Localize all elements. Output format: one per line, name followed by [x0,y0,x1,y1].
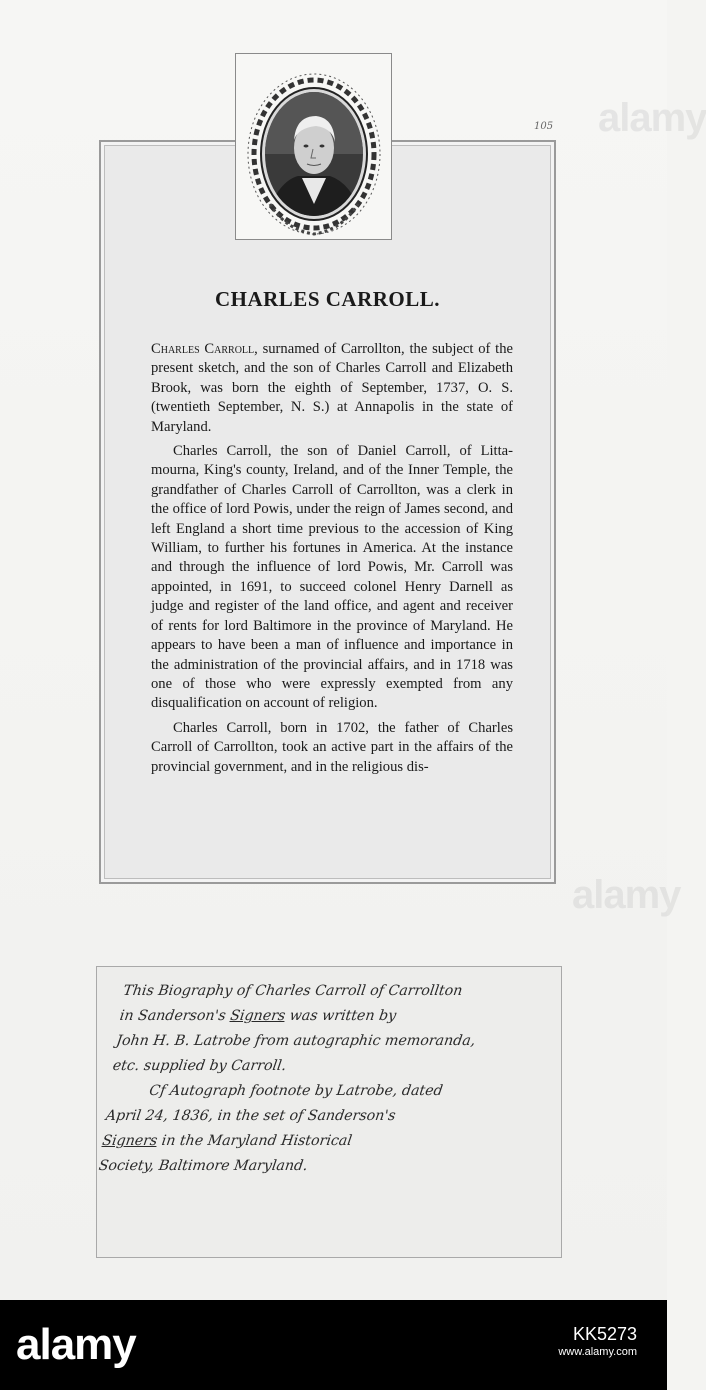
footer-image-info [558,1324,637,1360]
paragraph-1-lead: Charles Carroll, [151,341,258,357]
note-line: Signers in the Maryland Historical [101,1133,354,1149]
footer-bar [0,1300,667,1390]
paragraph-2: Charles Carroll, the son of Daniel Carroll, of Littamourna, King's county, Ireland, and of the Inner Temple, the grandfather of Charles Carroll of Carrollton, was a clerk in the office of lord Powis, under the reign of James second, and left England a short time previous to the accession of King William, to further his fortunes in America. At the instance and through the influence of lord Powis, Mr. Carroll was appointed, in 1691, to succeed colonel Henry Darnell as judge and register of the land office, and agent and receiver of rents for lord Baltimore in the province of Maryland. He appears to have been a man of influence and importance in the administration of the provincial affairs, and in 1718 was one of those who were expressly exempted from any disqualification on account of religion. [151,443,513,712]
alamy-logo: alamy [16,1320,136,1369]
handwritten-note [97,979,570,1179]
note-line: April 24, 1836, in the set of Sanderson's [104,1108,397,1124]
note-line: This Biography of Charles Carroll of Carrollton [122,983,464,999]
biography-text [151,340,513,782]
handwritten-note-card [96,966,562,1258]
paragraph-1 [151,340,513,437]
note-line: in Sanderson's Signers was written by [118,1008,398,1024]
note-line: John H. B. Latrobe from autographic memoranda, [115,1033,477,1049]
paragraph-1-text: surnamed of Carrollton, the subject of the present sketch, and the son of Charles Carroll and Elizabeth Brook, was born the eighth of September, 1737, O. S. (twentieth September, N. S.) at Annapolis in the state of Maryland. [151,341,513,435]
watermark: alamy [598,96,706,140]
watermark: alamy [572,873,681,917]
image-id: KK5273 [572,1324,637,1344]
page-title: CHARLES CARROLL. [214,287,441,311]
note-line: Cf Autograph footnote by Latrobe, dated [148,1083,444,1099]
paragraph-3: Charles Carroll, born in 1702, the father of Charles Carroll of Carrollton, took an active part in the affairs of the provincial government, and in the religious dis- [151,719,513,775]
pencil-page-number: 105 [534,121,554,132]
portrait-oval-icon [236,54,393,241]
footer-url: www.alamy.com [558,1346,637,1358]
note-line: Society, Baltimore Maryland. [97,1158,309,1174]
note-line: etc. supplied by Carroll. [111,1058,288,1074]
portrait-engraving [235,53,392,240]
